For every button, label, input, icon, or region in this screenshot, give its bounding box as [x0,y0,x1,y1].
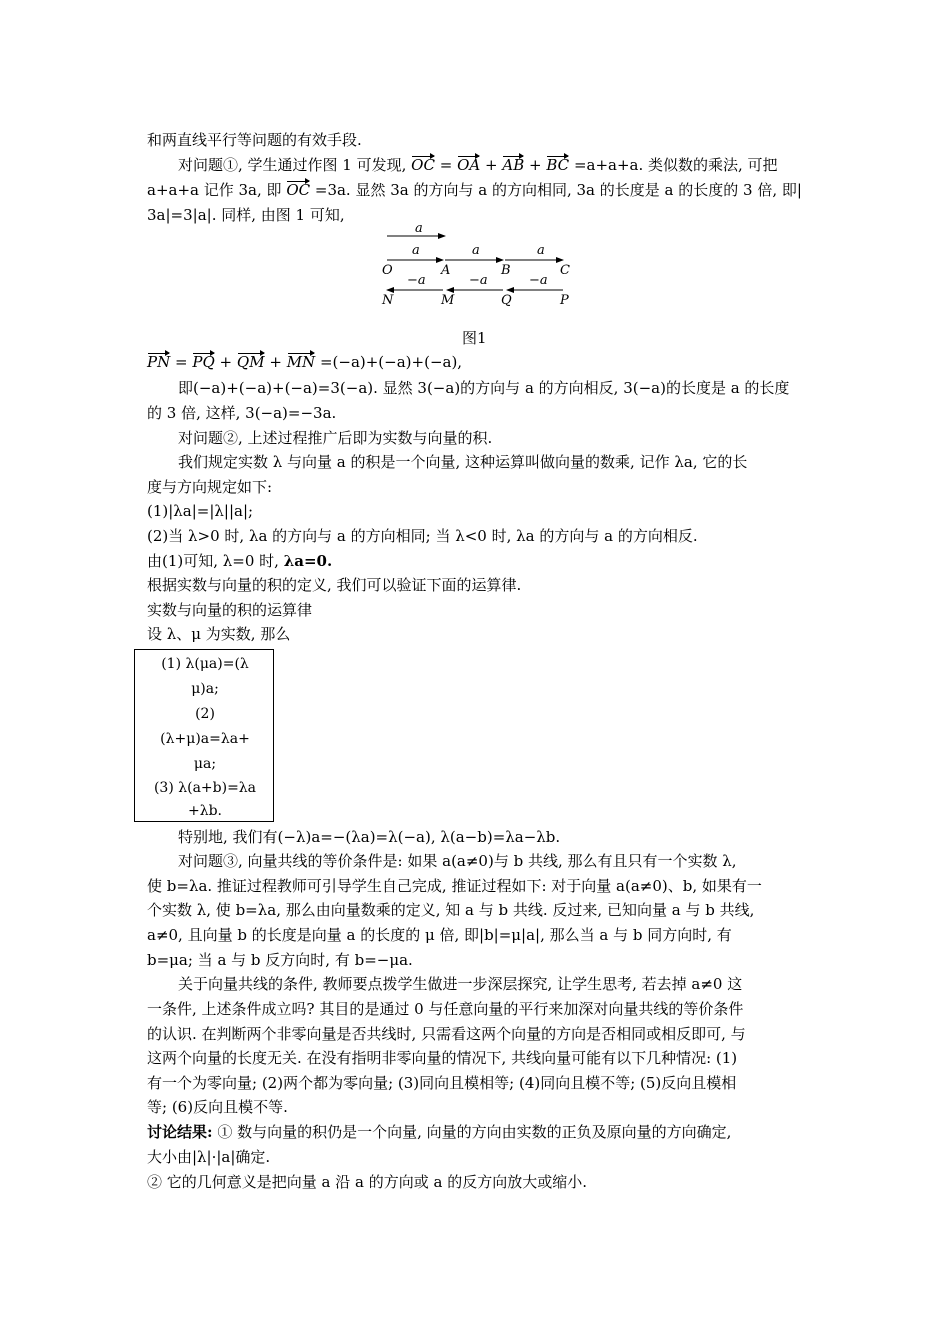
label-neg-a: −a [407,273,426,288]
paragraph-line: 对问题③, 向量共线的等价条件是: 如果 a(a≠0)与 b 共线, 那么有且只有一个实数 λ, [178,852,737,870]
vector-pn: PN [147,353,171,371]
point-label: O [382,263,393,278]
label-a: a [415,222,423,236]
vector-oc: OC [286,181,311,199]
point-label: A [441,263,451,278]
vector-figure [377,222,577,322]
paragraph-line: 使 b=λa. 推证过程教师可引导学生自己完成, 推证过程如下: 对于向量 a(a≠0)、b, 如果有一 [147,877,762,895]
law-line: μa; [193,756,217,772]
paragraph-line: 特别地, 我们有(−λ)a=−(λa)=λ(−a), λ(a−b)=λa−λb. [178,828,561,846]
operator: + [485,156,498,174]
law-line: (3) λ(a+b)=λa [153,780,257,796]
paragraph-line: 根据实数与向量的积的定义, 我们可以验证下面的运算律. [147,576,522,594]
paragraph-line: b=μa; 当 a 与 b 反方向时, 有 b=−μa. [147,951,413,969]
vector-mn: MN [286,353,316,371]
vector-qm: QM [236,353,265,371]
point-label: Q [501,293,512,308]
text: =3a. 显然 3a 的方向与 a 的方向相同, 3a 的长度是 a 的长度的 3 倍, 即| [314,181,802,199]
paragraph-line: a≠0, 且向量 b 的长度是向量 a 的长度的 μ 倍, 即|b|=μ|a|, 那么当 a 与 b 同方向时, 有 [147,926,732,944]
point-label: B [501,263,511,278]
label-a: a [472,243,480,258]
operator: = [439,156,453,174]
figure-caption: 图1 [462,329,487,347]
discussion-label: 讨论结果: [147,1123,213,1141]
label-a: a [537,243,545,258]
point-label: M [441,293,455,308]
paragraph-line [147,1122,731,1142]
text: =a+a+a. 类似数的乘法, 可把 [573,156,778,174]
paragraph-line [178,155,778,175]
text: ① 数与向量的积仍是一个向量, 向量的方向由实数的正负及原向量的方向确定, [217,1123,732,1141]
text: =(−a)+(−a)+(−a), [319,353,463,371]
paragraph-line: ② 它的几何意义是把向量 a 沿 a 的方向或 a 的反方向放大或缩小. [147,1173,587,1191]
paragraph-line [147,352,462,372]
paragraph-line: (1)|λa|=|λ||a|; [147,502,254,520]
label-neg-a: −a [469,273,488,288]
vector-pq: PQ [192,353,215,371]
operator: = [175,353,188,371]
paragraph-line: 我们规定实数 λ 与向量 a 的积是一个向量, 这种运算叫做向量的数乘, 记作 λa, 它的长 [178,453,748,471]
paragraph-line: 即(−a)+(−a)+(−a)=3(−a). 显然 3(−a)的方向与 a 的方向相反, 3(−a)的长度是 a 的长度 [178,379,790,397]
label-a: a [412,243,420,258]
paragraph-line: 关于向量共线的条件, 教师要点拨学生做进一步深层探究, 让学生思考, 若去掉 a≠0 这 [178,975,743,993]
text: 由(1)可知, λ=0 时, [147,552,279,570]
point-label: P [560,293,569,308]
paragraph-line: 的 3 倍, 这样, 3(−a)=−3a. [147,404,337,422]
paragraph-line: (2)当 λ>0 时, λa 的方向与 a 的方向相同; 当 λ<0 时, λa 的方向与 a 的方向相反. [147,527,698,545]
point-label: N [382,293,394,308]
paragraph-line [147,551,332,571]
text: a+a+a 记作 3a, 即 [147,181,282,199]
paragraph-line: 对问题②, 上述过程推广后即为实数与向量的积. [178,429,493,447]
paragraph-line: 度与方向规定如下: [147,478,273,496]
vector-bc: BC [546,156,570,174]
operator: + [219,353,233,371]
operator: + [269,353,282,371]
label-neg-a: −a [529,273,548,288]
law-box [134,649,274,822]
paragraph-line: 这两个向量的长度无关. 在没有指明非零向量的情况下, 共线向量可能有以下几种情况: (1) [147,1049,738,1067]
paragraph-line: 个实数 λ, 使 b=λa, 那么由向量数乘的定义, 知 a 与 b 共线. 反过来, 已知向量 a 与 b 共线, [147,901,755,919]
section-title: 实数与向量的积的运算律 [147,601,313,619]
bold-text: λa=0. [283,552,333,570]
paragraph-line: 有一个为零向量; (2)两个都为零向量; (3)同向且模相等; (4)同向且模不等; (5)反向且模相 [147,1074,737,1092]
law-line: (1) λ(μa)=(λ [161,656,249,672]
vector-ab: AB [502,156,525,174]
paragraph-line: 大小由|λ|·|a|确定. [147,1148,271,1166]
vector-oc: OC [411,156,435,174]
law-line: μ)a; [191,681,219,697]
paragraph-line [147,180,802,200]
paragraph-line: 一条件, 上述条件成立吗? 其目的是通过 0 与任意向量的平行来加深对向量共线的等价条件 [147,1000,744,1018]
operator: + [529,156,542,174]
paragraph-line: 等; (6)反向且模不等. [147,1098,288,1116]
law-line: (λ+μ)a=λa+ [160,731,250,747]
law-line: (2) [195,706,215,722]
paragraph-line: 3a|=3|a|. 同样, 由图 1 可知, [147,206,345,224]
text: 对问题①, 学生通过作图 1 可发现, [178,156,407,174]
law-line: +λb. [187,803,222,819]
point-label: C [560,263,570,278]
paragraph-line: 和两直线平行等问题的有效手段. [147,131,362,149]
vector-oa: OA [457,156,481,174]
paragraph-line: 设 λ、μ 为实数, 那么 [147,625,291,643]
paragraph-line: 的认识. 在判断两个非零向量是否共线时, 只需看这两个向量的方向是否相同或相反即可, 与 [147,1025,746,1043]
